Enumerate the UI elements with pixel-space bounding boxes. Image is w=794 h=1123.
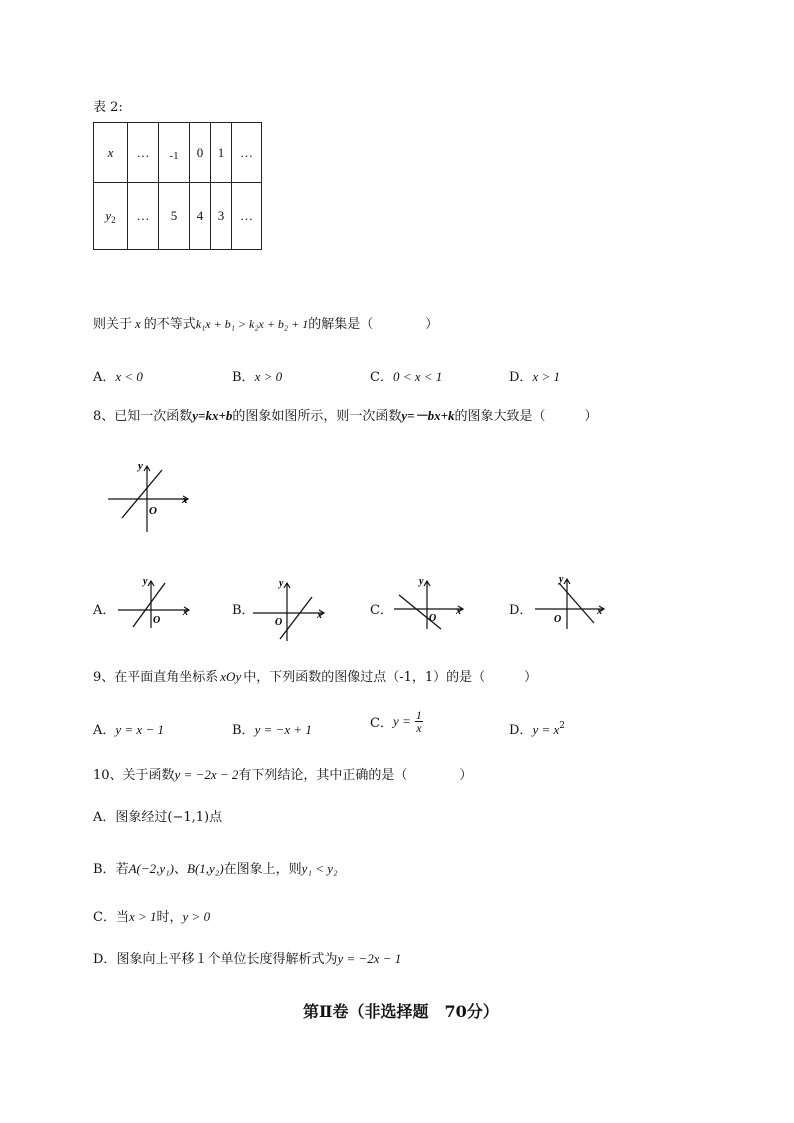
fraction bbox=[415, 709, 423, 734]
axis-label-x: x bbox=[456, 606, 461, 617]
q8-stem bbox=[93, 407, 598, 426]
result: y = −2x − 1 bbox=[337, 951, 402, 966]
graph-option-c bbox=[389, 573, 469, 631]
option-text-pre: 图象向上平移１个单位长度得解析式为 bbox=[116, 952, 338, 967]
option-text: x < 0 bbox=[115, 369, 143, 384]
table-cell: 0 bbox=[190, 123, 211, 183]
table-cell: … bbox=[232, 183, 262, 250]
table-row bbox=[94, 183, 262, 250]
q10-option-d[interactable] bbox=[93, 950, 401, 969]
point-b: B(1,y₂) bbox=[187, 861, 224, 876]
fraction-denominator: x bbox=[416, 721, 422, 735]
q9-option-a[interactable] bbox=[93, 719, 164, 738]
table-head-sub: 2 bbox=[111, 214, 116, 225]
axis-label-y: y bbox=[419, 576, 424, 587]
option-label: D． bbox=[509, 370, 533, 385]
axis-label-y: y bbox=[138, 460, 143, 472]
option-superscript: 2 bbox=[559, 721, 565, 731]
origin-label: O bbox=[153, 615, 161, 626]
axis-label-y: y bbox=[559, 574, 564, 585]
option-text: x > 1 bbox=[532, 369, 560, 384]
table-head-var: y bbox=[105, 207, 112, 223]
table-cell: 4 bbox=[190, 183, 211, 250]
table-cell: 3 bbox=[211, 183, 232, 250]
q7-option-a[interactable] bbox=[93, 366, 143, 385]
q10-function: y = −2x − 2 bbox=[174, 767, 239, 782]
q9-stem-post: 中，下列函数的图像过点（-1，1）的是（ ） bbox=[243, 670, 538, 685]
option-label: C． bbox=[370, 603, 393, 618]
option-label: B． bbox=[232, 603, 255, 618]
table-caption: 表 2: bbox=[93, 100, 123, 115]
q9-option-d[interactable] bbox=[509, 719, 565, 738]
option-label: A． bbox=[93, 603, 116, 618]
option-label: C． bbox=[370, 716, 393, 731]
q7-stem bbox=[93, 315, 438, 334]
option-label: D． bbox=[509, 603, 533, 618]
q7-stem-pre: 则关于 bbox=[93, 317, 133, 332]
point-a: A(−2,y₁) bbox=[128, 861, 174, 876]
graph-line bbox=[559, 583, 594, 623]
q7-stem-post: 的解集是（ ） bbox=[308, 317, 439, 332]
option-text: y = −x + 1 bbox=[254, 722, 312, 737]
fraction-numerator: 1 bbox=[415, 708, 422, 722]
table-cell: -1 bbox=[159, 123, 190, 183]
q9-stem bbox=[93, 668, 537, 687]
origin-label: O bbox=[429, 613, 437, 624]
axis-label-x: x bbox=[317, 610, 322, 621]
q7-stem-mid: 的不等式 bbox=[143, 317, 196, 332]
q8-stem-mid: 的图象如图所示，则一次函数 bbox=[232, 409, 402, 424]
table-cell: … bbox=[232, 123, 262, 183]
table-cell: … bbox=[128, 183, 159, 250]
option-lhs: y = bbox=[392, 713, 411, 729]
q9-option-c[interactable] bbox=[370, 709, 423, 734]
table-cell: … bbox=[128, 123, 159, 183]
axis-label-y: y bbox=[279, 578, 284, 589]
option-text-pre: 当 bbox=[115, 910, 129, 925]
q10-option-a[interactable] bbox=[93, 809, 222, 827]
axis-label-x: x bbox=[183, 607, 188, 618]
origin-label: O bbox=[149, 505, 157, 517]
value-table bbox=[93, 122, 262, 250]
table-cell: x bbox=[94, 123, 128, 183]
option-text-mid: 、 bbox=[174, 862, 188, 877]
graph-option-d bbox=[532, 571, 610, 631]
axis-label-x: x bbox=[597, 606, 602, 617]
option-text-pre: 若 bbox=[115, 862, 129, 877]
option-text: y = x bbox=[532, 722, 560, 737]
option-label: C． bbox=[93, 910, 116, 925]
q7-inequality: k₁x + b₁ > k₂x + b₂ + 1 bbox=[195, 317, 309, 331]
q10-stem bbox=[93, 766, 472, 785]
q7-option-d[interactable] bbox=[509, 366, 560, 385]
option-label: D． bbox=[93, 952, 117, 967]
axis-label-x: x bbox=[182, 494, 188, 506]
axis-label-y: y bbox=[143, 576, 148, 587]
section-title: 第Ⅱ卷（非选择题 70分） bbox=[303, 1002, 499, 1021]
q8-function-1: y=kx+b bbox=[192, 408, 233, 423]
q10-option-c[interactable] bbox=[93, 908, 210, 927]
option-label: B． bbox=[93, 862, 116, 877]
table-cell: 5 bbox=[159, 183, 190, 250]
option-text: 0 < x < 1 bbox=[392, 369, 443, 384]
option-label: A． bbox=[93, 370, 116, 385]
graph-line bbox=[280, 597, 312, 639]
origin-label: O bbox=[554, 614, 562, 625]
q7-option-c[interactable] bbox=[370, 366, 442, 385]
q8-stem-post: 的图象大致是（ ） bbox=[454, 409, 598, 424]
relation: y₁ < y₂ bbox=[301, 861, 338, 876]
option-label: A． bbox=[93, 810, 116, 825]
q8-option-d[interactable] bbox=[509, 599, 532, 618]
option-label: C． bbox=[370, 370, 393, 385]
q10-stem-pre: 10、关于函数 bbox=[93, 768, 175, 783]
q10-stem-post: 有下列结论，其中正确的是（ ） bbox=[238, 768, 473, 783]
q7-var: x bbox=[135, 316, 141, 331]
option-text-post: 在图象上，则 bbox=[223, 862, 302, 877]
q7-option-b[interactable] bbox=[232, 366, 282, 385]
graph-option-b bbox=[250, 575, 330, 643]
graph-option-a bbox=[113, 573, 195, 631]
q9-option-b[interactable] bbox=[232, 719, 312, 738]
option-label: B． bbox=[232, 370, 255, 385]
q9-coord-system: xOy bbox=[220, 669, 242, 684]
q8-stem-pre: 8、已知一次函数 bbox=[93, 409, 193, 424]
q9-stem-pre: 9、在平面直角坐标系 bbox=[93, 670, 219, 685]
q10-option-b[interactable] bbox=[93, 860, 338, 879]
table-cell bbox=[94, 183, 128, 250]
given-graph bbox=[104, 456, 194, 536]
q8-function-2: y=－bx+k bbox=[401, 408, 455, 423]
condition: x > 1 bbox=[128, 909, 157, 924]
option-text: 图象经过(−1,1)点 bbox=[115, 810, 223, 825]
origin-label: O bbox=[275, 617, 283, 628]
option-text-mid: 时， bbox=[156, 910, 183, 925]
option-label: B． bbox=[232, 723, 255, 738]
option-label: A． bbox=[93, 723, 116, 738]
option-label: D． bbox=[509, 723, 533, 738]
result: y > 0 bbox=[182, 909, 211, 924]
table-row bbox=[94, 123, 262, 183]
table-cell: 1 bbox=[211, 123, 232, 183]
option-text: x > 0 bbox=[254, 369, 283, 384]
option-text: y = x − 1 bbox=[115, 722, 164, 737]
